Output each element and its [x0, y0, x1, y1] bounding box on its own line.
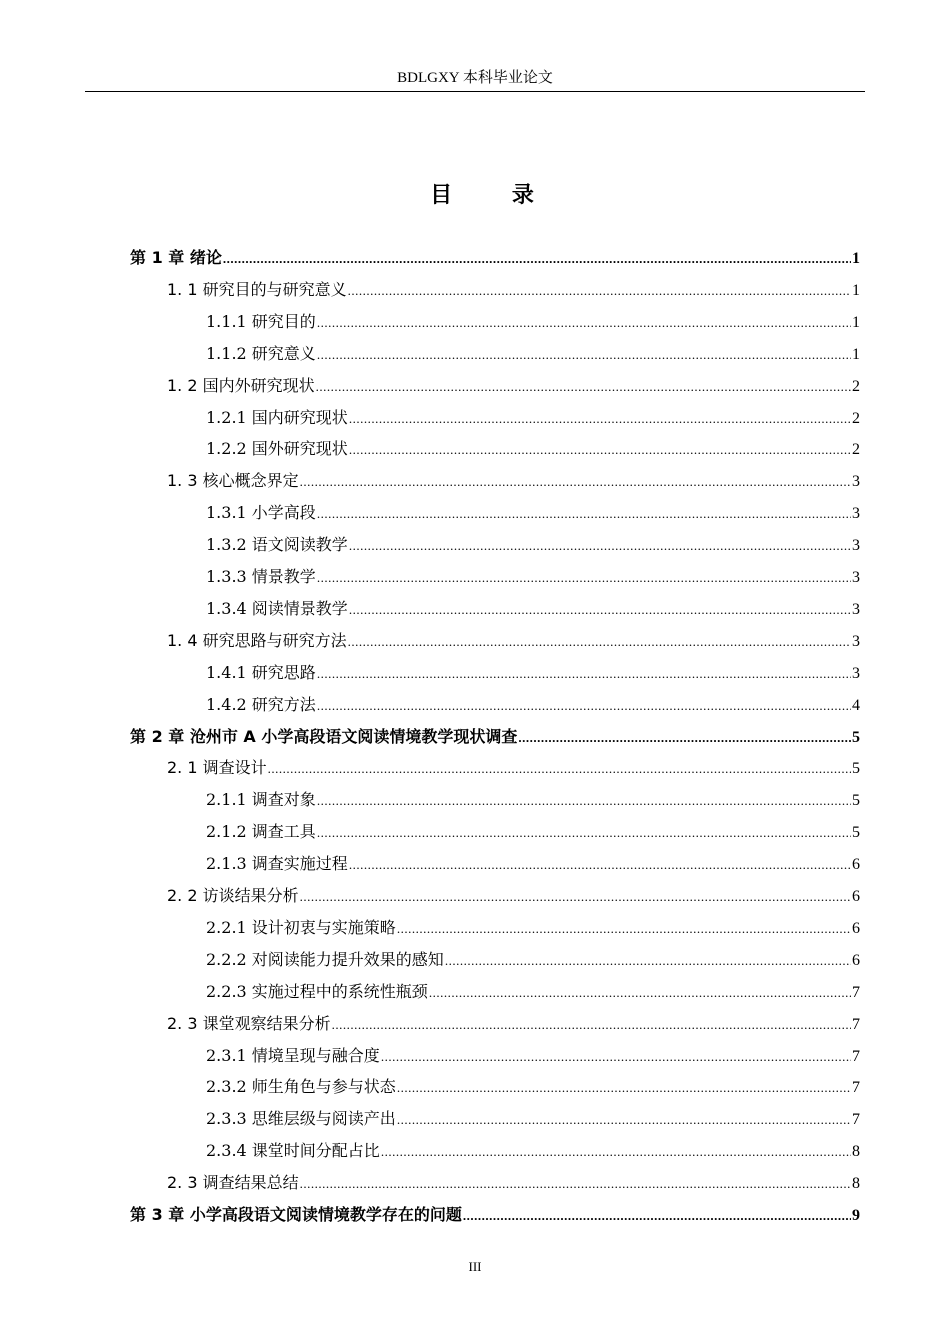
- toc-entry-page: 3: [852, 473, 860, 491]
- toc-entry[interactable]: [167, 1008, 860, 1040]
- toc-entry-page: 2: [852, 441, 860, 459]
- dot-leader: [300, 881, 851, 913]
- toc-entry[interactable]: [130, 242, 860, 274]
- toc-entry-page: 7: [852, 1079, 860, 1097]
- toc-entry-label: 第 2 章 沧州市 A 小学高段语文阅读情境教学现状调查: [130, 726, 518, 746]
- toc-entry-page: 5: [852, 760, 860, 778]
- toc-entry-page: 1: [852, 250, 860, 267]
- toc-entry-page: 4: [852, 696, 860, 714]
- toc-entry[interactable]: [206, 1040, 860, 1072]
- toc-entry-page: 5: [852, 792, 860, 810]
- dot-leader: [397, 1072, 851, 1104]
- dot-leader: [332, 1009, 851, 1041]
- dot-leader: [348, 626, 851, 658]
- toc-entry-page: 7: [852, 1111, 860, 1129]
- toc-entry[interactable]: [130, 1199, 860, 1231]
- dot-leader: [317, 307, 851, 339]
- toc-entry-page: 2: [852, 409, 860, 427]
- toc-entry[interactable]: [206, 657, 860, 689]
- toc-entry[interactable]: [206, 402, 860, 434]
- toc-entry-label: 2. 3 课堂观察结果分析: [167, 1013, 331, 1033]
- toc-entry-page: 6: [852, 951, 860, 969]
- toc-entry[interactable]: [206, 816, 860, 848]
- dot-leader: [518, 722, 851, 754]
- toc-entry-page: 3: [852, 632, 860, 650]
- toc-entry-label: 2.3.2 师生角色与参与状态: [206, 1077, 396, 1097]
- toc-entry-label: 2.3.3 思维层级与阅读产出: [206, 1109, 396, 1129]
- dot-leader: [445, 945, 851, 977]
- toc-entry-label: 1.3.3 情景教学: [206, 567, 316, 586]
- toc-entry-page: 3: [852, 569, 860, 586]
- toc-entry-page: 3: [852, 505, 860, 523]
- toc-entry[interactable]: [206, 433, 860, 465]
- toc-entry[interactable]: [206, 976, 860, 1008]
- dot-leader: [317, 817, 851, 849]
- toc-entry-label: 1. 3 核心概念界定: [167, 471, 299, 491]
- toc-entry-page: 1: [852, 313, 860, 331]
- toc-entry-page: 3: [852, 537, 860, 555]
- dot-leader: [317, 498, 851, 530]
- toc-entry[interactable]: [167, 370, 860, 402]
- dot-leader: [348, 275, 851, 307]
- toc-entry-label: 第 1 章 绪论: [130, 248, 222, 267]
- dot-leader: [316, 371, 851, 403]
- toc-entry-page: 1: [852, 281, 860, 299]
- toc-entry[interactable]: [206, 593, 860, 625]
- dot-leader: [349, 594, 851, 626]
- dot-leader: [381, 1136, 851, 1168]
- toc-entry-page: 3: [852, 664, 860, 682]
- toc-entry-label: 2.1.1 调查对象: [206, 790, 316, 810]
- toc-entry[interactable]: [206, 338, 860, 370]
- toc-entry-page: 8: [852, 1175, 860, 1193]
- toc-entry[interactable]: [167, 1167, 860, 1199]
- toc-entry-page: 1: [852, 345, 860, 363]
- toc-entry-label: 2. 3 调查结果总结: [167, 1173, 299, 1193]
- toc-entry[interactable]: [206, 306, 860, 338]
- dot-leader: [349, 530, 851, 562]
- toc-entry-page: 6: [852, 919, 860, 937]
- dot-leader: [349, 434, 851, 466]
- toc-entry-page: 2: [852, 377, 860, 395]
- toc-entry[interactable]: [206, 848, 860, 880]
- toc-entry-label: 1.2.1 国内研究现状: [206, 407, 348, 427]
- dot-leader: [300, 466, 851, 498]
- toc-entry[interactable]: [206, 1071, 860, 1103]
- toc-entry-label: 2.3.4 课堂时间分配占比: [206, 1141, 380, 1161]
- running-header: BDLGXY 本科毕业论文: [397, 70, 553, 86]
- dot-leader: [381, 1041, 851, 1073]
- toc-entry[interactable]: [167, 274, 860, 306]
- dot-leader: [317, 690, 851, 722]
- toc-entry-page: 9: [852, 1207, 860, 1224]
- toc-entry[interactable]: [206, 944, 860, 976]
- toc-entry-label: 2.2.2 对阅读能力提升效果的感知: [206, 949, 444, 969]
- toc-entry-page: 7: [852, 1047, 860, 1065]
- toc-entry-label: 1.4.2 研究方法: [206, 694, 316, 714]
- toc-entry-page: 7: [852, 983, 860, 1001]
- toc-entry-label: 2. 1 调查设计: [167, 758, 267, 778]
- toc-entry-page: 7: [852, 1015, 860, 1033]
- toc-entry-label: 1.1.2 研究意义: [206, 343, 316, 363]
- toc-title: 目 录: [430, 183, 560, 208]
- dot-leader: [317, 339, 851, 371]
- toc-entry-label: 1. 4 研究思路与研究方法: [167, 630, 347, 650]
- toc-entry-label: 1.3.1 小学高段: [206, 503, 316, 523]
- toc-entry-label: 2.1.2 调查工具: [206, 822, 316, 842]
- toc-entry[interactable]: [206, 529, 860, 561]
- dot-leader: [349, 403, 851, 435]
- toc-entry[interactable]: [167, 625, 860, 657]
- dot-leader: [317, 658, 851, 690]
- toc-entry[interactable]: [206, 497, 860, 529]
- toc-entry-label: 2.2.1 设计初衷与实施策略: [206, 917, 396, 937]
- dot-leader: [349, 849, 851, 881]
- toc-entry-label: 1.3.2 语文阅读教学: [206, 535, 348, 555]
- toc-entry-page: 5: [852, 824, 860, 842]
- dot-leader: [429, 977, 851, 1009]
- toc-entry[interactable]: [167, 880, 860, 912]
- toc-entry-label: 2.2.3 实施过程中的系统性瓶颈: [206, 981, 428, 1001]
- toc-entry[interactable]: [167, 465, 860, 497]
- dot-leader: [397, 1104, 851, 1136]
- dot-leader: [397, 913, 851, 945]
- toc-entry-page: 5: [852, 728, 860, 746]
- toc-entry-page: 8: [852, 1143, 860, 1161]
- toc-entry-label: 第 3 章 小学高段语文阅读情境教学存在的问题: [130, 1205, 462, 1224]
- toc-entry[interactable]: [206, 912, 860, 944]
- dot-leader: [223, 243, 851, 275]
- dot-leader: [463, 1200, 851, 1232]
- toc-entry[interactable]: [130, 721, 860, 753]
- toc-entry[interactable]: [206, 689, 860, 721]
- toc-entry[interactable]: [206, 784, 860, 816]
- toc-entry-label: 1.4.1 研究思路: [206, 662, 316, 682]
- dot-leader: [317, 785, 851, 817]
- toc-entry-page: 3: [852, 600, 860, 618]
- toc-entry[interactable]: [206, 561, 860, 593]
- toc-entry-label: 2.3.1 情境呈现与融合度: [206, 1045, 380, 1065]
- toc-entry[interactable]: [206, 1135, 860, 1167]
- toc-entry-label: 1.2.2 国外研究现状: [206, 439, 348, 459]
- toc-entry-label: 1. 1 研究目的与研究意义: [167, 279, 347, 299]
- toc-entry-label: 1.1.1 研究目的: [206, 311, 316, 331]
- toc-entry-label: 1.3.4 阅读情景教学: [206, 598, 348, 618]
- dot-leader: [317, 562, 851, 594]
- toc-entry-label: 2.1.3 调查实施过程: [206, 854, 348, 874]
- dot-leader: [268, 753, 851, 785]
- toc-entry[interactable]: [167, 752, 860, 784]
- toc-entry-page: 6: [852, 856, 860, 874]
- toc-entry-page: 6: [852, 888, 860, 905]
- toc-entry[interactable]: [206, 1103, 860, 1135]
- dot-leader: [300, 1168, 851, 1200]
- header-rule: [85, 91, 865, 92]
- page-number: III: [468, 1259, 482, 1274]
- toc-entry-label: 1. 2 国内外研究现状: [167, 375, 315, 395]
- toc-entry-label: 2. 2 访谈结果分析: [167, 886, 299, 905]
